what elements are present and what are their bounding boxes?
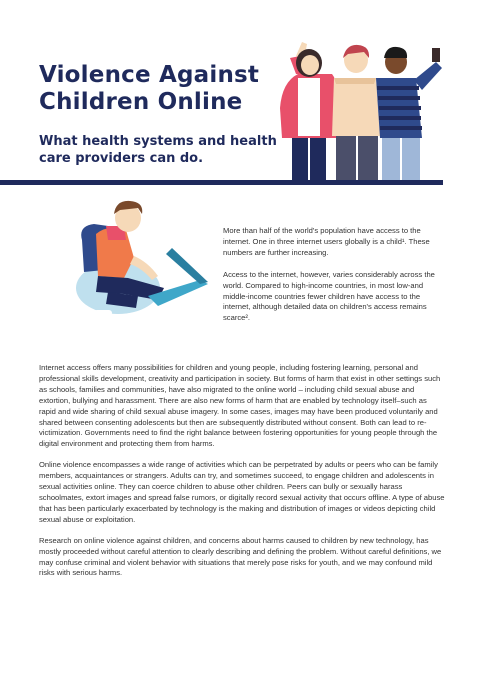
page-subtitle: What health systems and health care providers can do. [39, 134, 277, 166]
body-section [39, 363, 445, 589]
intro-paragraph-2: Access to the internet, however, varies considerably across the world. Compared to high-income countries, in most low-and middle-income countries fewer children have access to the internet, although detailed data on children's access remains scarce². [223, 269, 435, 323]
body-paragraph-3: Research on online violence against children, and concerns about harms caused to children by new technology, has mostly proceeded without careful attention to clearly describing and defining the problem. Without careful definitions, we may confuse criminal and violent behavior with situations that merely pose risks for youth, and we may confound mild risks with serious harms. [39, 535, 442, 578]
body-paragraph-2: Online violence encompasses a wide range of activities which can be perpetrated by adults or peers who can be family members, acquaintances or strangers. Adults can try, and sometimes succeed, to engage children and adolescents in sexual activities online. They can coerce children to abuse other children. Peers can bully or sexually harass schoolmates, extort images and spread false rumors, or digitally record sexual activity that occurs offline. A type of abuse that has been particularly exacerbated by technology is the making and distribution of images or videos depicting child sexual abuse or exploitation. [39, 460, 445, 524]
intro-section [223, 226, 443, 335]
intro-paragraph-1: More than half of the world's population have access to the internet. One in three internet users globally is a child¹. These numbers are further increasing. [223, 226, 430, 257]
body-paragraph-1: Internet access offers many possibilities for children and young people, including fostering learning, personal and professional skills development, creativity and participation in society. But forms of harm that exist in other settings such as schools, families and communities, have also migrated to the online world – including child sexual abuse and extortion, bullying and harassment. There are also new forms of harm that are enabled by technology itself–such as rapid and wide sharing of child sexual abuse imagery. In some cases, images may have been produced voluntarily and shared between consenting adolescents but then are subsequently distributed without consent. Both can lead to re-victimization. Governments need to find the right balance between fostering opportunities for young people through the digital environment and protecting them from harms. [39, 363, 441, 449]
header-divider [0, 180, 443, 185]
child-laptop-illustration [68, 196, 218, 336]
page-title: Violence Against Children Online [39, 62, 260, 115]
teens-selfie-illustration [276, 38, 446, 180]
